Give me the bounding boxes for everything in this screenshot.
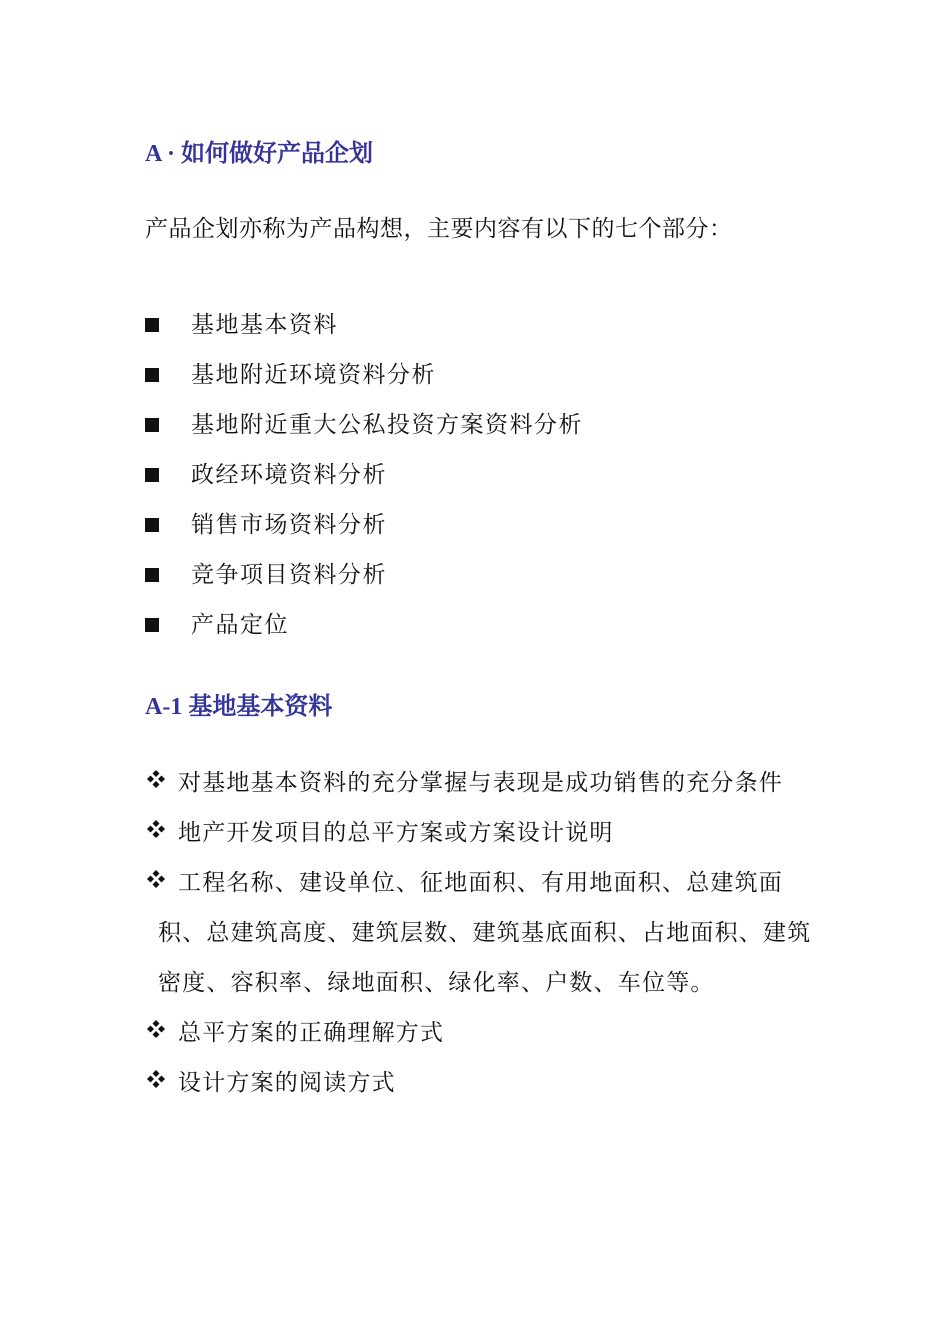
intro-paragraph: 产品企划亦称为产品构想，主要内容有以下的七个部分： xyxy=(145,216,733,242)
list-item xyxy=(145,456,583,506)
black-square-icon xyxy=(145,318,159,332)
black-square-icon xyxy=(145,468,159,482)
four-diamond-icon xyxy=(145,818,167,840)
list-item xyxy=(145,506,583,556)
four-diamond-icon xyxy=(145,1068,167,1090)
list-item-label: 产品定位 xyxy=(191,612,289,638)
black-square-icon xyxy=(145,418,159,432)
list-item xyxy=(145,406,583,456)
list-item xyxy=(145,808,825,858)
parts-list xyxy=(145,306,583,656)
list-item xyxy=(145,356,583,406)
list-item xyxy=(145,1058,825,1108)
four-diamond-icon xyxy=(145,768,167,790)
list-item-label: 地产开发项目的总平方案或方案设计说明 xyxy=(178,820,614,846)
list-item-label: 工程名称、建设单位、征地面积、有用地面积、总建筑面积、总建筑高度、建筑层数、建筑基底面积、占地面积、建筑密度、容积率、绿地面积、绿化率、户数、车位等。 xyxy=(158,870,812,996)
list-item xyxy=(145,306,583,356)
black-square-icon xyxy=(145,568,159,582)
list-item-label: 政经环境资料分析 xyxy=(191,462,387,488)
black-square-icon xyxy=(145,518,159,532)
details-list xyxy=(145,758,825,1108)
list-item-label: 基地附近环境资料分析 xyxy=(191,362,436,388)
list-item xyxy=(145,858,825,1008)
list-item xyxy=(145,606,583,656)
list-item xyxy=(145,758,825,808)
list-item-label: 总平方案的正确理解方式 xyxy=(178,1020,445,1046)
list-item xyxy=(145,556,583,606)
list-item-label: 对基地基本资料的充分掌握与表现是成功销售的充分条件 xyxy=(178,770,783,796)
section-heading: A · 如何做好产品企划 xyxy=(145,141,374,167)
black-square-icon xyxy=(145,618,159,632)
subsection-heading: A-1 基地基本资料 xyxy=(145,694,333,720)
list-item-label: 竞争项目资料分析 xyxy=(191,562,387,588)
list-item-label: 设计方案的阅读方式 xyxy=(178,1070,396,1096)
list-item-label: 销售市场资料分析 xyxy=(191,512,387,538)
list-item xyxy=(145,1008,825,1058)
list-item-label: 基地附近重大公私投资方案资料分析 xyxy=(191,412,583,438)
four-diamond-icon xyxy=(145,1018,167,1040)
list-item-label: 基地基本资料 xyxy=(191,312,338,338)
four-diamond-icon xyxy=(145,868,167,890)
black-square-icon xyxy=(145,368,159,382)
